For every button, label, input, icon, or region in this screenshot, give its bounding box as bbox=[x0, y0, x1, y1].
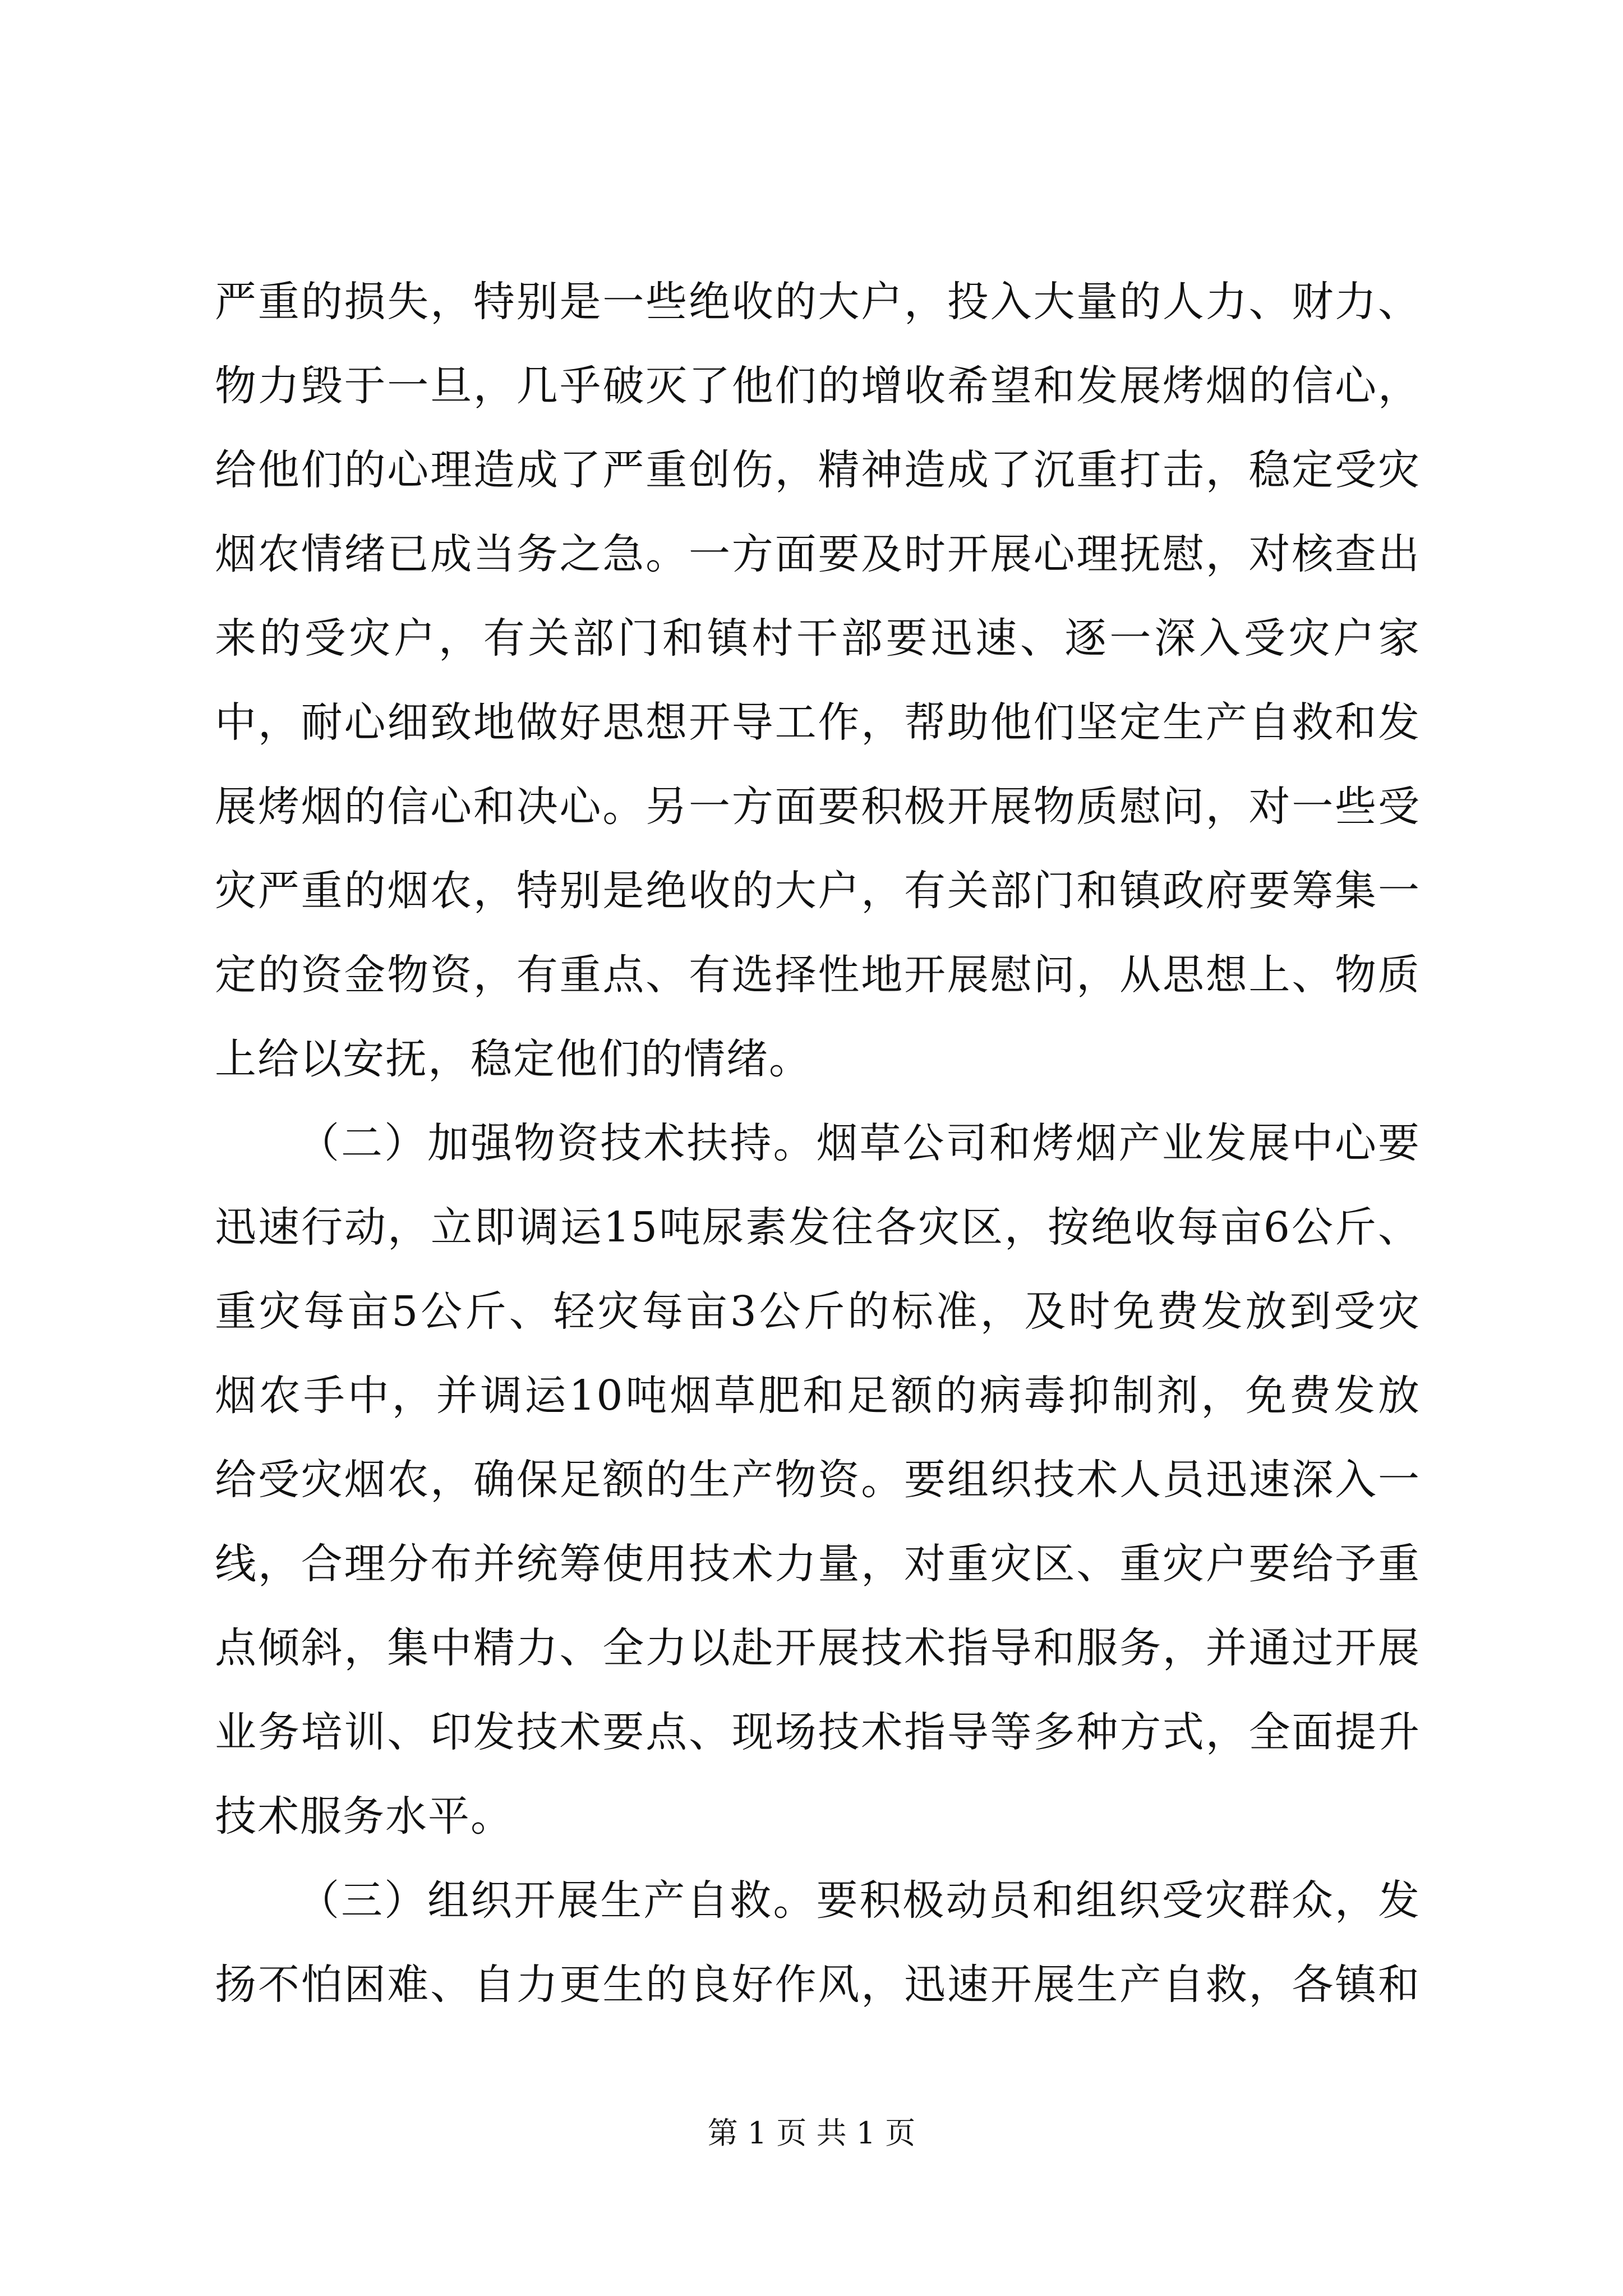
paragraph-production-self-rescue: （三）组织开展生产自救。要积极动员和组织受灾群众，发扬不怕困难、自力更生的良好作风，迅速开展生产自救，各镇和 bbox=[215, 1876, 1421, 2009]
document-body bbox=[215, 260, 1421, 2027]
paragraph-disaster-relief-comfort: 严重的损失，特别是一些绝收的大户，投入大量的人力、财力、物力毁于一旦，几乎破灭了他们的增收希望和发展烤烟的信心，给他们的心理造成了严重创伤，精神造成了沉重打击，稳定受灾烟农情绪已成当务之急。一方面要及时开展心理抚慰，对核查出来的受灾户，有关部门和镇村干部要迅速、逐一深入受灾户家中，耐心细致地做好思想开导工作，帮助他们坚定生产自救和发展烤烟的信心和决心。另一方面要积极开展物质慰问，对一些受灾严重的烟农，特别是绝收的大户，有关部门和镇政府要筹集一定的资金物资，有重点、有选择性地开展慰问，从思想上、物质上给以安抚，稳定他们的情绪。 bbox=[215, 278, 1421, 1083]
page-number-footer: 第 1 页 共 1 页 bbox=[707, 2115, 916, 2151]
paragraph-material-technical-support: （二）加强物资技术扶持。烟草公司和烤烟产业发展中心要迅速行动，立即调运15吨尿素发往各灾区，按绝收每亩6公斤、重灾每亩5公斤、轻灾每亩3公斤的标准，及时免费发放到受灾烟农手中，并调运10吨烟草肥和足额的病毒抑制剂，免费发放给受灾烟农，确保足额的生产物资。要组织技术人员迅速深入一线，合理分布并统筹使用技术力量，对重灾区、重灾户要给予重点倾斜，集中精力、全力以赴开展技术指导和服务，并通过开展业务培训、印发技术要点、现场技术指导等多种方式，全面提升技术服务水平。 bbox=[215, 1119, 1421, 1841]
